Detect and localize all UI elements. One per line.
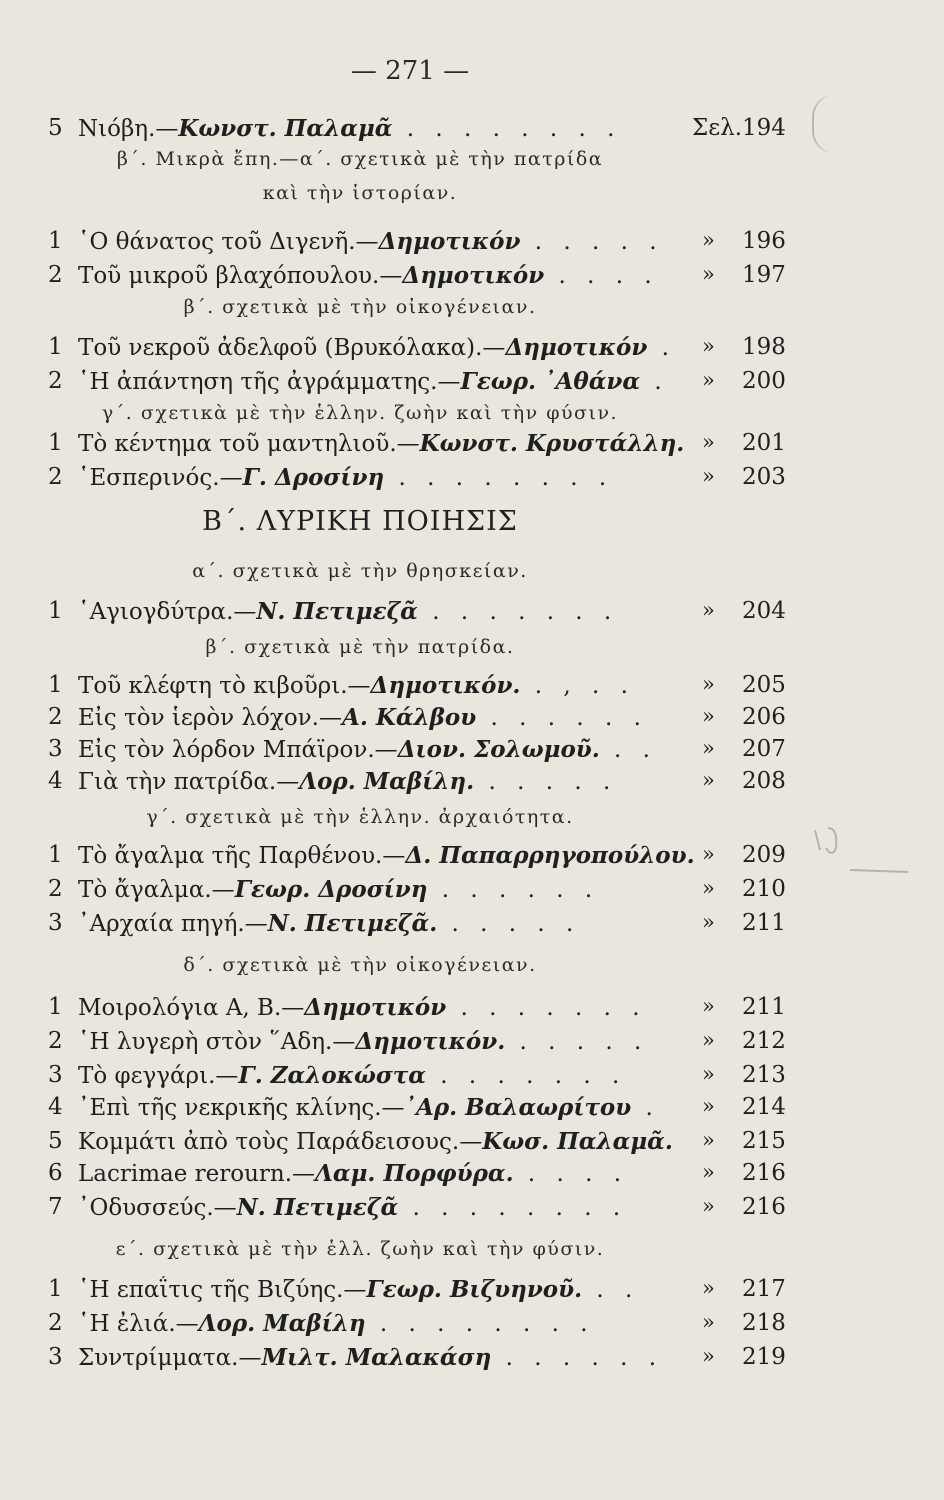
entry-title: Συντρίμματα.—Μιλτ. Μαλακάση . . . . . . — [78, 1344, 664, 1371]
entry-number: 1 — [48, 1276, 63, 1302]
entry-page: 218 — [742, 1310, 786, 1336]
entry-number: 4 — [48, 1094, 63, 1120]
entry-page: 194 — [742, 115, 786, 141]
toc-entry — [0, 115, 944, 149]
entry-number: 2 — [48, 1310, 63, 1336]
toc-entry — [0, 994, 944, 1028]
entry-page: 203 — [742, 464, 786, 490]
toc-entry — [0, 1344, 944, 1378]
ditto-mark: » — [702, 1344, 715, 1368]
entry-number: 1 — [48, 228, 63, 254]
entry-number: 1 — [48, 334, 63, 360]
subsection-heading: γ΄. σχετικὰ μὲ τὴν ἑλλην. ζωὴν καὶ τὴν φύσιν. — [101, 402, 619, 424]
toc-entry — [0, 1094, 944, 1128]
entry-page: 219 — [742, 1344, 786, 1370]
entry-number: 3 — [48, 1344, 63, 1370]
toc-entry — [0, 598, 944, 632]
entry-number: 1 — [48, 994, 63, 1020]
entry-page: 204 — [742, 598, 786, 624]
entry-title: Τὸ ἄγαλμα.—Γεωρ. Δροσίνη . . . . . . — [78, 876, 600, 903]
entry-title: Τοῦ κλέφτη τὸ κιβοῦρι.—Δημοτικόν. . , . . — [78, 672, 635, 699]
entry-title: ῾Ο θάνατος τοῦ Διγενῆ.—Δημοτικόν . . . . . — [78, 228, 664, 255]
entry-title: Εἰς τὸν λόρδον Μπάϊρον.—Διον. Σολωμοῦ. . . — [78, 736, 657, 763]
entry-page: 211 — [742, 994, 786, 1020]
toc-entry — [0, 1128, 944, 1162]
toc-entry — [0, 228, 944, 262]
subsection-heading: ε΄. σχετικὰ μὲ τὴν ἑλλ. ζωὴν καὶ τὴν φύσιν. — [115, 1238, 605, 1260]
entry-title: ῾Η λυγερὴ στὸν ῞Αδη.—Δημοτικόν. . . . . . — [78, 1028, 649, 1055]
entry-page: 201 — [742, 430, 786, 456]
ditto-mark: » — [702, 704, 715, 728]
toc-entry — [0, 1276, 944, 1310]
entry-number: 5 — [48, 1128, 63, 1154]
entry-page: 206 — [742, 704, 786, 730]
entry-title: ᾿Επὶ τῆς νεκρικῆς κλίνης.—᾿Αρ. Βαλαωρίτου . — [78, 1094, 660, 1121]
entry-title: Τὸ φεγγάρι.—Γ. Ζαλοκώστα . . . . . . . — [78, 1062, 627, 1089]
entry-title: ᾿Αρχαία πηγή.—Ν. Πετιμεζᾶ. . . . . . — [78, 910, 581, 937]
toc-entry — [0, 334, 944, 368]
toc-entry — [0, 910, 944, 944]
toc-entry — [0, 768, 944, 802]
toc-entry — [0, 736, 944, 770]
ditto-mark: » — [702, 1160, 715, 1184]
ditto-mark: » — [702, 1062, 715, 1086]
ditto-mark: » — [702, 1094, 715, 1118]
entry-page: 211 — [742, 910, 786, 936]
entry-number: 2 — [48, 464, 63, 490]
toc-entry — [0, 1310, 944, 1344]
entry-page: 196 — [742, 228, 786, 254]
entry-number: 3 — [48, 910, 63, 936]
entry-page: 198 — [742, 334, 786, 360]
entry-page: 214 — [742, 1094, 786, 1120]
section-heading: Β΄. ΛΥΡΙΚΗ ΠΟΙΗΣΙΣ — [202, 506, 518, 537]
entry-page: 215 — [742, 1128, 786, 1154]
entry-number: 2 — [48, 368, 63, 394]
toc-entry — [0, 1028, 944, 1062]
entry-title: Εἰς τὸν ἱερὸν λόχον.—Α. Κάλβου . . . . . . — [78, 704, 648, 731]
entry-number: 4 — [48, 768, 63, 794]
entry-number: 3 — [48, 736, 63, 762]
entry-number: 6 — [48, 1160, 63, 1186]
entry-page: 200 — [742, 368, 786, 394]
entry-title: Lacrimae rerourn.—Λαμ. Πορφύρα. . . . . — [78, 1160, 629, 1187]
entry-title: Μοιρολόγια Α, Β.—Δημοτικόν . . . . . . . — [78, 994, 647, 1021]
entry-number: 5 — [48, 115, 63, 141]
toc-entry — [0, 464, 944, 498]
toc-entry — [0, 1194, 944, 1228]
subsection-heading: καὶ τὴν ἱστορίαν. — [262, 182, 458, 204]
ditto-mark: » — [702, 994, 715, 1018]
toc-entry — [0, 262, 944, 296]
ditto-mark: » — [702, 1128, 715, 1152]
toc-entry — [0, 1062, 944, 1096]
entry-number: 2 — [48, 262, 63, 288]
ditto-mark: » — [702, 910, 715, 934]
entry-page: 210 — [742, 876, 786, 902]
subsection-heading: δ΄. σχετικὰ μὲ τὴν οἰκογένειαν. — [183, 954, 537, 976]
subsection-heading: β΄. Μικρὰ ἔπη.—α΄. σχετικὰ μὲ τὴν πατρίδα — [116, 148, 604, 170]
entry-number: 2 — [48, 1028, 63, 1054]
ditto-mark: » — [702, 430, 715, 454]
entry-number: 1 — [48, 842, 63, 868]
entry-title: ῾Η επαΐτις τῆς Βιζύης.—Γεωρ. Βιζυηνοῦ. . . — [78, 1276, 640, 1303]
toc-entry — [0, 672, 944, 706]
entry-title: ῾Η ἀπάντηση τῆς ἀγράμματης.—Γεωρ. ᾿Αθάνα . — [78, 368, 669, 395]
entry-title: Τὸ κέντημα τοῦ μαντηλιοῦ.—Κωνστ. Κρυστάλλη. — [78, 430, 685, 457]
entry-title: ῾Αγιογδύτρα.—Ν. Πετιμεζᾶ . . . . . . . — [78, 598, 619, 625]
toc-entry — [0, 842, 944, 876]
subsection-heading: β΄. σχετικὰ μὲ τὴν οἰκογένειαν. — [183, 296, 537, 318]
subsection-heading: α΄. σχετικὰ μὲ τὴν θρησκείαν. — [192, 560, 528, 582]
entry-page: 207 — [742, 736, 786, 762]
entry-title: ῾Εσπερινός.—Γ. Δροσίνη . . . . . . . . — [78, 464, 614, 491]
ditto-mark: » — [702, 768, 715, 792]
ditto-mark: » — [702, 368, 715, 392]
ditto-mark: » — [702, 464, 715, 488]
entry-page: 212 — [742, 1028, 786, 1054]
page-label: Σελ. — [692, 115, 743, 141]
ditto-mark: » — [702, 598, 715, 622]
ditto-mark: » — [702, 1310, 715, 1334]
toc-entry — [0, 430, 944, 464]
ditto-mark: » — [702, 672, 715, 696]
entry-number: 1 — [48, 598, 63, 624]
entry-title: Τοῦ νεκροῦ ἀδελφοῦ (Βρυκόλακα).—Δημοτικόν . — [78, 334, 676, 361]
toc-entry — [0, 876, 944, 910]
entry-title: Τὸ ἄγαλμα τῆς Παρθένου.—Δ. Παπαρρηγοπούλου. — [78, 842, 695, 869]
entry-number: 1 — [48, 672, 63, 698]
entry-title: ᾿Οδυσσεύς.—Ν. Πετιμεζᾶ . . . . . . . . — [78, 1194, 628, 1221]
ditto-mark: » — [702, 334, 715, 358]
entry-title: Γιὰ τὴν πατρίδα.—Λορ. Μαβίλη. . . . . . — [78, 768, 618, 795]
entry-number: 3 — [48, 1062, 63, 1088]
ditto-mark: » — [702, 228, 715, 252]
entry-page: 213 — [742, 1062, 786, 1088]
ditto-mark: » — [702, 1194, 715, 1218]
ditto-mark: » — [702, 842, 715, 866]
ditto-mark: » — [702, 1028, 715, 1052]
entry-page: 208 — [742, 768, 786, 794]
entry-title: ῾Η ἐλιά.—Λορ. Μαβίλη . . . . . . . . — [78, 1310, 595, 1337]
entry-page: 209 — [742, 842, 786, 868]
toc-entry — [0, 1160, 944, 1194]
toc-entry — [0, 704, 944, 738]
entry-page: 216 — [742, 1160, 786, 1186]
toc-entry — [0, 368, 944, 402]
ditto-mark: » — [702, 262, 715, 286]
subsection-heading: γ΄. σχετικὰ μὲ τὴν ἑλλην. ἀρχαιότητα. — [146, 806, 574, 828]
entry-title: Κομμάτι ἀπὸ τοὺς Παράδεισους.—Κωσ. Παλαμᾶ. — [78, 1128, 673, 1155]
ditto-mark: » — [702, 736, 715, 760]
entry-number: 7 — [48, 1194, 63, 1220]
entry-page: 217 — [742, 1276, 786, 1302]
page-number: — 271 — — [350, 56, 470, 86]
entry-page: 197 — [742, 262, 786, 288]
entry-title: Νιόβη.—Κωνστ. Παλαμᾶ . . . . . . . . — [78, 115, 622, 142]
entry-page: 205 — [742, 672, 786, 698]
ditto-mark: » — [702, 876, 715, 900]
entry-title: Τοῦ μικροῦ βλαχόπουλου.—Δημοτικόν . . . . — [78, 262, 659, 289]
subsection-heading: β΄. σχετικὰ μὲ τὴν πατρίδα. — [205, 636, 515, 658]
entry-page: 216 — [742, 1194, 786, 1220]
entry-number: 2 — [48, 704, 63, 730]
ditto-mark: » — [702, 1276, 715, 1300]
entry-number: 2 — [48, 876, 63, 902]
entry-number: 1 — [48, 430, 63, 456]
